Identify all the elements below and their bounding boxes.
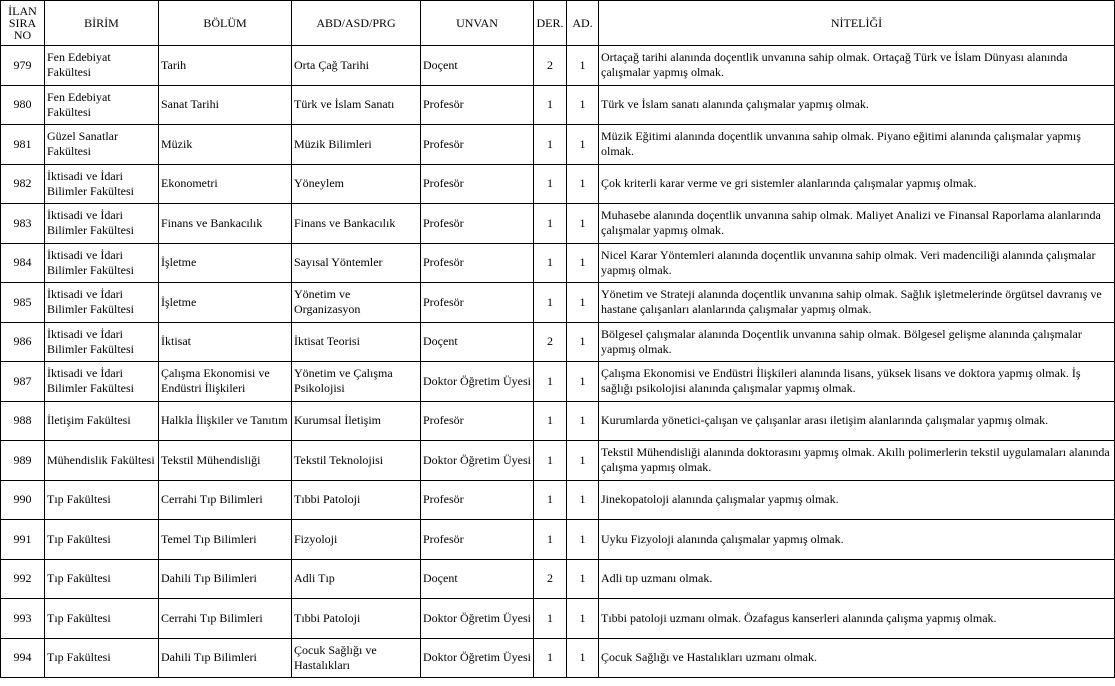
cell-birim: İktisadi ve İdari Bilimler Fakültesi: [45, 243, 159, 283]
cell-ilan-no: 994: [1, 638, 45, 678]
cell-ad: 1: [567, 559, 599, 599]
table-row: [1, 520, 1115, 560]
cell-abd: Orta Çağ Tarihi: [292, 46, 421, 86]
table-row: [1, 243, 1115, 283]
table-row: [1, 164, 1115, 204]
cell-bolum: Dahili Tıp Bilimleri: [159, 559, 292, 599]
cell-der: 1: [534, 480, 567, 520]
cell-der: 2: [534, 322, 567, 362]
table-row: [1, 441, 1115, 481]
cell-abd: Fizyoloji: [292, 520, 421, 560]
cell-ad: 1: [567, 85, 599, 125]
cell-ilan-no: 979: [1, 46, 45, 86]
cell-abd: Çocuk Sağlığı ve Hastalıkları: [292, 638, 421, 678]
cell-nitelik: Çocuk Sağlığı ve Hastalıkları uzmanı olmak.: [599, 638, 1115, 678]
cell-ilan-no: 990: [1, 480, 45, 520]
cell-der: 1: [534, 599, 567, 639]
table-row: [1, 480, 1115, 520]
cell-bolum: Dahili Tıp Bilimleri: [159, 638, 292, 678]
cell-ad: 1: [567, 480, 599, 520]
cell-bolum: Tekstil Mühendisliği: [159, 441, 292, 481]
cell-ad: 1: [567, 204, 599, 244]
cell-ad: 1: [567, 362, 599, 402]
cell-ad: 1: [567, 599, 599, 639]
cell-unvan: Doktor Öğretim Üyesi: [421, 362, 534, 402]
cell-birim: Mühendislik Fakültesi: [45, 441, 159, 481]
cell-nitelik: Yönetim ve Strateji alanında doçentlik unvanına sahip olmak. Sağlık işletmelerinde örgütsel davranış ve hastane çalışanları alanlarında çalışmalar yapmış olmak.: [599, 283, 1115, 323]
cell-ad: 1: [567, 520, 599, 560]
cell-bolum: Tarih: [159, 46, 292, 86]
cell-bolum: İşletme: [159, 283, 292, 323]
cell-unvan: Profesör: [421, 164, 534, 204]
cell-birim: İktisadi ve İdari Bilimler Fakültesi: [45, 362, 159, 402]
cell-unvan: Profesör: [421, 283, 534, 323]
cell-birim: İktisadi ve İdari Bilimler Fakültesi: [45, 322, 159, 362]
cell-nitelik: Muhasebe alanında doçentlik unvanına sahip olmak. Maliyet Analizi ve Finansal Raporlama alanlarında çalışmalar yapmış olmak.: [599, 204, 1115, 244]
cell-birim: İktisadi ve İdari Bilimler Fakültesi: [45, 164, 159, 204]
cell-abd: Kurumsal İletişim: [292, 401, 421, 441]
cell-ad: 1: [567, 283, 599, 323]
cell-der: 2: [534, 559, 567, 599]
cell-birim: Tıp Fakültesi: [45, 520, 159, 560]
header-ilan-sira-no: İLAN SIRA NO: [1, 1, 45, 46]
cell-der: 1: [534, 204, 567, 244]
table-row: [1, 125, 1115, 165]
cell-nitelik: Bölgesel çalışmalar alanında Doçentlik unvanına sahip olmak. Bölgesel gelişme alanında çalışmalar yapmış olmak.: [599, 322, 1115, 362]
header-der: DER.: [534, 1, 567, 46]
cell-nitelik: Tekstil Mühendisliği alanında doktorasını yapmış olmak. Akıllı polimerlerin tekstil uygulamaları alanında çalışma yapmış olmak.: [599, 441, 1115, 481]
table-row: [1, 322, 1115, 362]
cell-birim: Güzel Sanatlar Fakültesi: [45, 125, 159, 165]
cell-der: 1: [534, 638, 567, 678]
cell-der: 1: [534, 520, 567, 560]
cell-abd: Müzik Bilimleri: [292, 125, 421, 165]
cell-unvan: Doçent: [421, 322, 534, 362]
cell-ilan-no: 982: [1, 164, 45, 204]
cell-abd: İktisat Teorisi: [292, 322, 421, 362]
cell-bolum: Halkla İlişkiler ve Tanıtım: [159, 401, 292, 441]
cell-ad: 1: [567, 125, 599, 165]
cell-nitelik: Uyku Fizyoloji alanında çalışmalar yapmış olmak.: [599, 520, 1115, 560]
cell-unvan: Profesör: [421, 480, 534, 520]
cell-ilan-no: 989: [1, 441, 45, 481]
header-ad: AD.: [567, 1, 599, 46]
table-row: [1, 283, 1115, 323]
cell-nitelik: Tıbbi patoloji uzmanı olmak. Özafagus kanserleri alanında çalışma yapmış olmak.: [599, 599, 1115, 639]
header-unvan: UNVAN: [421, 1, 534, 46]
header-nitelik: NİTELİĞİ: [599, 1, 1115, 46]
cell-birim: Fen Edebiyat Fakültesi: [45, 46, 159, 86]
table-header: [1, 1, 1115, 46]
cell-der: 1: [534, 401, 567, 441]
cell-unvan: Doktor Öğretim Üyesi: [421, 638, 534, 678]
cell-birim: Tıp Fakültesi: [45, 559, 159, 599]
table-row: [1, 85, 1115, 125]
cell-nitelik: Türk ve İslam sanatı alanında çalışmalar yapmış olmak.: [599, 85, 1115, 125]
header-bolum: BÖLÜM: [159, 1, 292, 46]
table-row: [1, 401, 1115, 441]
cell-bolum: Cerrahi Tıp Bilimleri: [159, 599, 292, 639]
cell-ad: 1: [567, 322, 599, 362]
cell-birim: Fen Edebiyat Fakültesi: [45, 85, 159, 125]
cell-nitelik: Jinekopatoloji alanında çalışmalar yapmış olmak.: [599, 480, 1115, 520]
cell-ilan-no: 980: [1, 85, 45, 125]
cell-birim: Tıp Fakültesi: [45, 480, 159, 520]
cell-abd: Sayısal Yöntemler: [292, 243, 421, 283]
cell-abd: Tıbbi Patoloji: [292, 599, 421, 639]
cell-bolum: Sanat Tarihi: [159, 85, 292, 125]
cell-ilan-no: 988: [1, 401, 45, 441]
table-row: [1, 559, 1115, 599]
cell-unvan: Doktor Öğretim Üyesi: [421, 441, 534, 481]
cell-unvan: Profesör: [421, 243, 534, 283]
cell-bolum: Ekonometri: [159, 164, 292, 204]
cell-der: 1: [534, 441, 567, 481]
table-body: [1, 46, 1115, 678]
cell-der: 2: [534, 46, 567, 86]
cell-nitelik: Müzik Eğitimi alanında doçentlik unvanına sahip olmak. Piyano eğitimi alanında çalışmalar yapmış olmak.: [599, 125, 1115, 165]
cell-unvan: Doçent: [421, 46, 534, 86]
header-birim: BİRİM: [45, 1, 159, 46]
cell-bolum: İktisat: [159, 322, 292, 362]
cell-der: 1: [534, 283, 567, 323]
cell-nitelik: Çok kriterli karar verme ve gri sistemler alanlarında çalışmalar yapmış olmak.: [599, 164, 1115, 204]
cell-ilan-no: 993: [1, 599, 45, 639]
cell-ad: 1: [567, 638, 599, 678]
cell-ilan-no: 984: [1, 243, 45, 283]
cell-nitelik: Ortaçağ tarihi alanında doçentlik unvanına sahip olmak. Ortaçağ Türk ve İslam Dünyası alanında çalışmalar yapmış olmak.: [599, 46, 1115, 86]
cell-unvan: Profesör: [421, 520, 534, 560]
cell-abd: Yönetim ve Çalışma Psikolojisi: [292, 362, 421, 402]
cell-abd: Tıbbi Patoloji: [292, 480, 421, 520]
cell-der: 1: [534, 243, 567, 283]
cell-ilan-no: 985: [1, 283, 45, 323]
cell-bolum: Çalışma Ekonomisi ve Endüstri İlişkileri: [159, 362, 292, 402]
cell-ilan-no: 991: [1, 520, 45, 560]
cell-ilan-no: 992: [1, 559, 45, 599]
table-row: [1, 599, 1115, 639]
table-row: [1, 46, 1115, 86]
header-row: [1, 1, 1115, 46]
cell-nitelik: Çalışma Ekonomisi ve Endüstri İlişkileri alanında lisans, yüksek lisans ve doktora yapmış olmak. İş sağlığı psikolojisi alanında çalışmalar yapmış olmak.: [599, 362, 1115, 402]
cell-ilan-no: 987: [1, 362, 45, 402]
cell-bolum: İşletme: [159, 243, 292, 283]
cell-ad: 1: [567, 441, 599, 481]
cell-birim: İletişim Fakültesi: [45, 401, 159, 441]
cell-unvan: Doktor Öğretim Üyesi: [421, 599, 534, 639]
cell-unvan: Profesör: [421, 85, 534, 125]
cell-abd: Yönetim ve Organizasyon: [292, 283, 421, 323]
cell-unvan: Profesör: [421, 204, 534, 244]
cell-der: 1: [534, 85, 567, 125]
cell-birim: İktisadi ve İdari Bilimler Fakültesi: [45, 204, 159, 244]
cell-unvan: Profesör: [421, 401, 534, 441]
cell-der: 1: [534, 362, 567, 402]
cell-abd: Yöneylem: [292, 164, 421, 204]
cell-abd: Türk ve İslam Sanatı: [292, 85, 421, 125]
cell-bolum: Cerrahi Tıp Bilimleri: [159, 480, 292, 520]
cell-ad: 1: [567, 243, 599, 283]
cell-ad: 1: [567, 46, 599, 86]
header-abd: ABD/ASD/PRG: [292, 1, 421, 46]
cell-nitelik: Adli tıp uzmanı olmak.: [599, 559, 1115, 599]
cell-der: 1: [534, 164, 567, 204]
cell-ilan-no: 986: [1, 322, 45, 362]
cell-der: 1: [534, 125, 567, 165]
cell-ilan-no: 981: [1, 125, 45, 165]
cell-nitelik: Nicel Karar Yöntemleri alanında doçentlik unvanına sahip olmak. Veri madenciliği alanında çalışmalar yapmış olmak.: [599, 243, 1115, 283]
cell-unvan: Profesör: [421, 125, 534, 165]
cell-birim: İktisadi ve İdari Bilimler Fakültesi: [45, 283, 159, 323]
cell-birim: Tıp Fakültesi: [45, 638, 159, 678]
cell-unvan: Doçent: [421, 559, 534, 599]
cell-abd: Finans ve Bankacılık: [292, 204, 421, 244]
cell-ad: 1: [567, 401, 599, 441]
cell-bolum: Müzik: [159, 125, 292, 165]
cell-nitelik: Kurumlarda yönetici-çalışan ve çalışanlar arası iletişim alanlarında çalışmalar yapmış olmak.: [599, 401, 1115, 441]
cell-bolum: Temel Tıp Bilimleri: [159, 520, 292, 560]
cell-bolum: Finans ve Bankacılık: [159, 204, 292, 244]
cell-birim: Tıp Fakültesi: [45, 599, 159, 639]
table-row: [1, 362, 1115, 402]
cell-abd: Adli Tıp: [292, 559, 421, 599]
cell-ilan-no: 983: [1, 204, 45, 244]
table-row: [1, 638, 1115, 678]
cell-ad: 1: [567, 164, 599, 204]
cell-abd: Tekstil Teknolojisi: [292, 441, 421, 481]
table-row: [1, 204, 1115, 244]
